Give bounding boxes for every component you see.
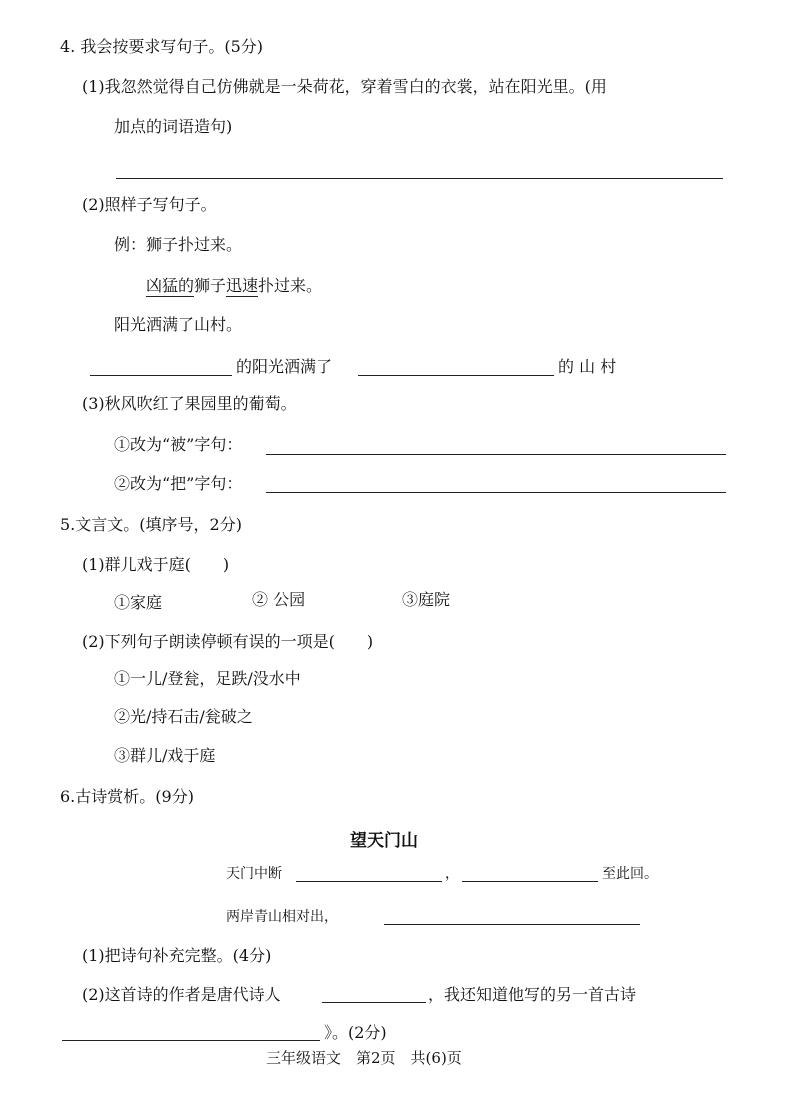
poem-blank-1[interactable]: [296, 881, 442, 882]
q4-task-sentence: 阳光洒满了山村。: [114, 315, 243, 334]
q4-part3-heading: (3)秋风吹红了果园里的葡萄。: [82, 394, 297, 413]
poem-line1-comma: ，: [445, 866, 459, 882]
q4-part3-a-label: ①改为“被”字句：: [114, 435, 243, 454]
q5-option-3: ③庭院: [402, 590, 451, 609]
poem-title: 望天门山: [350, 831, 418, 851]
q6-heading: 6.古诗赏析。(9分): [60, 787, 194, 806]
q4-part1-text: (1)我忽然觉得自己仿佛就是一朵荷花，穿着雪白的衣裳，站在阳光里。(用: [82, 77, 607, 96]
q4-part3-b-label: ②改为“把”字句：: [114, 474, 243, 493]
q5-option-2: ② 公园: [252, 590, 306, 609]
q4-part1-line1: [82, 77, 607, 97]
q4-part3-a-answer-line[interactable]: [266, 454, 726, 455]
q4-part3-b-answer-line[interactable]: [266, 492, 726, 493]
q5-part2: (2)下列句子朗读停顿有误的一项是( ): [82, 632, 374, 651]
q6-author-blank[interactable]: [322, 1002, 426, 1003]
poem-line1-end: 至此回。: [602, 866, 658, 882]
q5-option-1: ①家庭: [114, 593, 163, 612]
q4-example-label: 例：狮子扑过来。: [114, 235, 243, 254]
q5-part1: (1)群儿戏于庭( ): [82, 555, 230, 574]
poem-line1-start: 天门中断: [226, 866, 282, 882]
q4-fill-mid: 的阳光洒满了: [236, 357, 333, 376]
q5-choice-3: ③群儿/戏于庭: [114, 746, 216, 765]
q6-part1: (1)把诗句补充完整。(4分): [82, 946, 272, 965]
poem-blank-3[interactable]: [384, 924, 640, 925]
q4-part2-heading: (2)照样子写句子。: [82, 195, 217, 214]
q4-example-sentence: [146, 276, 322, 296]
q4-fill-end: 的 山 村: [558, 357, 617, 376]
poem-blank-2[interactable]: [462, 881, 598, 882]
q4-heading: 4. 我会按要求写句子。(5分): [60, 37, 264, 56]
q4-example-underlined-1: 凶猛的: [146, 276, 195, 295]
q4-fill-blank-2[interactable]: [358, 375, 554, 376]
q5-choice-2: ②光/持石击/瓮破之: [114, 707, 253, 726]
q4-example-underlined-2: 迅速: [226, 276, 259, 295]
q5-choice-1: ①一儿/登瓮，足跌/没水中: [114, 669, 301, 688]
q4-example-mid: 狮子: [194, 276, 227, 295]
page-footer: 三年级语文 第2页 共(6)页: [266, 1049, 462, 1067]
q5-heading: 5.文言文。(填序号，2分): [60, 515, 242, 534]
q4-part1-answer-line[interactable]: [116, 178, 723, 179]
q4-part1-line2: 加点的词语造句): [114, 117, 233, 136]
q4-fill-blank-1[interactable]: [90, 375, 232, 376]
q4-example-end: 扑过来。: [258, 276, 323, 295]
q6-part2-end: ，我还知道他写的另一首古诗: [428, 985, 637, 1004]
q6-part2-tail: 》。(2分): [324, 1023, 387, 1042]
poem-line2-start: 两岸青山相对出，: [226, 909, 338, 925]
q6-part2-start: (2)这首诗的作者是唐代诗人: [82, 985, 281, 1004]
q6-poem-blank[interactable]: [62, 1040, 320, 1041]
